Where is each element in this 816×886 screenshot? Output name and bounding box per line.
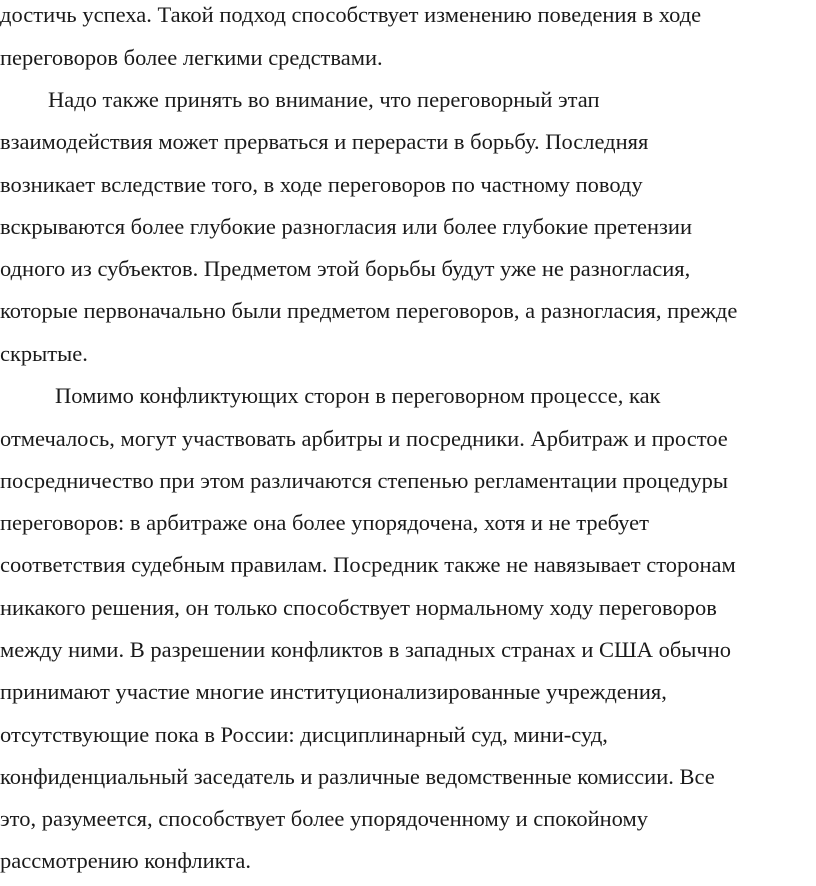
- text-line: принимают участие многие институционализированные учреждения,: [0, 679, 667, 704]
- text-line: Помимо конфликтующих сторон в переговорном процессе, как: [55, 383, 661, 408]
- text-line: рассмотрению конфликта.: [0, 848, 251, 873]
- text-line: отсутствующие пока в России: дисциплинарный суд, мини-суд,: [0, 722, 608, 747]
- text-line: вскрываются более глубокие разногласия или более глубокие претензии: [0, 214, 692, 239]
- text-line: это, разумеется, способствует более упорядоченному и спокойному: [0, 806, 648, 831]
- text-line: никакого решения, он только способствует нормальному ходу переговоров: [0, 595, 717, 620]
- text-line: которые первоначально были предметом переговоров, а разногласия, прежде: [0, 298, 738, 323]
- text-line: переговоров более легкими средствами.: [0, 45, 383, 70]
- text-line: Надо также принять во внимание, что переговорный этап: [48, 87, 600, 112]
- text-line: конфиденциальный заседатель и различные ведомственные комиссии. Все: [0, 764, 715, 789]
- text-line: отмечалось, могут участвовать арбитры и посредники. Арбитраж и простое: [0, 426, 728, 451]
- text-line: взаимодействия может прерваться и перерасти в борьбу. Последняя: [0, 129, 649, 154]
- text-line: возникает вследствие того, в ходе переговоров по частному поводу: [0, 172, 643, 197]
- text-line: посредничество при этом различаются степенью регламентации процедуры: [0, 468, 728, 493]
- text-line: одного из субъектов. Предметом этой борьбы будут уже не разногласия,: [0, 256, 691, 281]
- text-line: переговоров: в арбитраже она более упорядочена, хотя и не требует: [0, 510, 649, 535]
- text-line: соответствия судебным правилам. Посредник также не навязывает сторонам: [0, 552, 736, 577]
- text-line: скрытые.: [0, 341, 88, 366]
- text-line: достичь успеха. Такой подход способствует изменению поведения в ходе: [0, 2, 702, 27]
- text-line: между ними. В разрешении конфликтов в западных странах и США обычно: [0, 637, 732, 662]
